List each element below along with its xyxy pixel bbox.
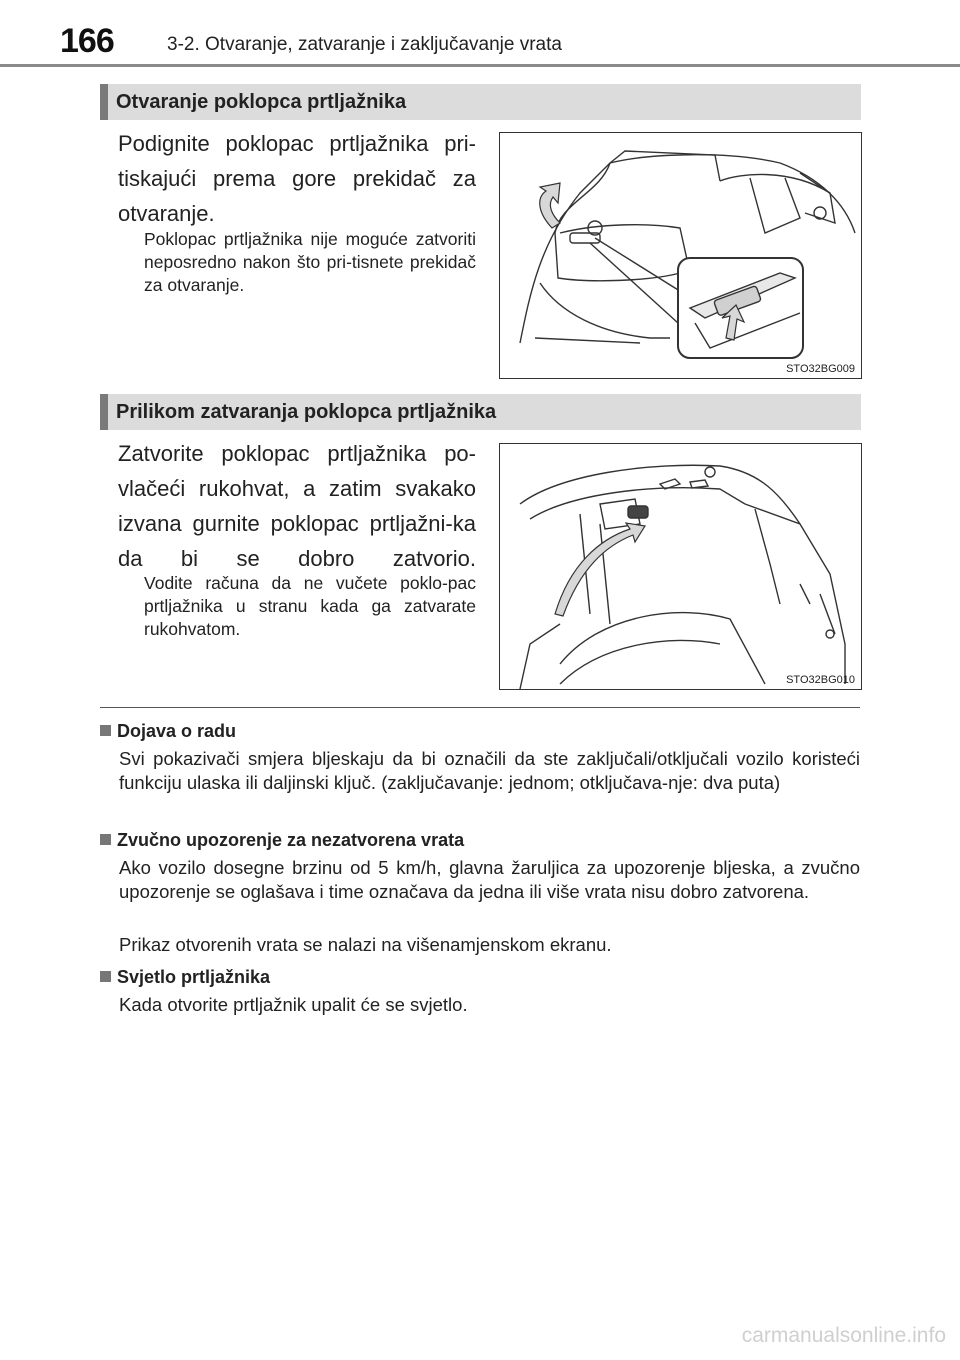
section-bar-opening — [100, 84, 861, 120]
figure-close-tailgate — [499, 443, 862, 690]
header-divider — [0, 64, 960, 67]
tailgate-handle-illustration — [500, 444, 861, 689]
closing-note: Vodite računa da ne vučete poklo-pac prtljažnika u stranu kada ga zatvarate rukohvatom. — [144, 573, 476, 639]
figure-label-1: STO32BG009 — [786, 363, 855, 375]
note-text-operation-signal: Svi pokazivači smjera bljeskaju da bi označili da ste zaključali/otključali vozilo koristeći funkciju ulaska ili daljinski ključ. (zaključavanje: jednom; otključava-nje: dva puta) — [119, 748, 860, 793]
opening-instruction: Podignite poklopac prtljažnika pri-tiskajući prema gore prekidač za otvaranje. — [118, 131, 476, 226]
section-accent — [100, 394, 108, 430]
section-accent — [100, 84, 108, 120]
figure-label-2: STO32BG010 — [786, 674, 855, 686]
note-title-door-warning: Zvučno upozorenje za nezatvorena vrata — [100, 830, 464, 851]
close-direction-arrow-icon — [555, 523, 645, 616]
square-bullet-icon — [100, 834, 111, 845]
note-text-door-display: Prikaz otvorenih vrata se nalazi na višenamjenskom ekranu. — [119, 934, 612, 955]
lift-arrow-icon — [540, 183, 560, 228]
watermark: carmanualsonline.info — [741, 1324, 946, 1347]
notes-divider — [100, 707, 860, 708]
section-title-opening: Otvaranje poklopca prtljažnika — [116, 91, 407, 113]
section-title-closing: Prilikom zatvaranja poklopca prtljažnika — [116, 401, 497, 423]
note-text-door-warning: Ako vozilo dosegne brzinu od 5 km/h, glavna žaruljica za upozorenje bljeska, a zvučno upozorenje se oglašava i time označava da jedna ili više vrata nisu dobro zatvorena. — [119, 857, 860, 902]
section-bar-closing — [100, 394, 861, 430]
square-bullet-icon — [100, 971, 111, 982]
note-title-trunk-light: Svjetlo prtljažnika — [100, 967, 270, 988]
opening-note: Poklopac prtljažnika nije moguće zatvoriti neposredno nakon što pri-tisnete prekidač za otvaranje. — [144, 229, 476, 295]
chapter-title: 3-2. Otvaranje, zatvaranje i zaključavanje vrata — [167, 34, 562, 55]
tailgate-open-switch-illustration — [500, 133, 861, 378]
square-bullet-icon — [100, 725, 111, 736]
note-text-trunk-light: Kada otvorite prtljažnik upalit će se svjetlo. — [119, 994, 468, 1015]
page-number: 166 — [60, 22, 114, 60]
note-title-operation-signal: Dojava o radu — [100, 721, 236, 742]
closing-instruction: Zatvorite poklopac prtljažnika po-vlačeći rukohvat, a zatim svakako izvana gurnite poklopac prtljažni-ka da bi se dobro zatvorio. — [118, 441, 476, 571]
figure-open-tailgate — [499, 132, 862, 379]
